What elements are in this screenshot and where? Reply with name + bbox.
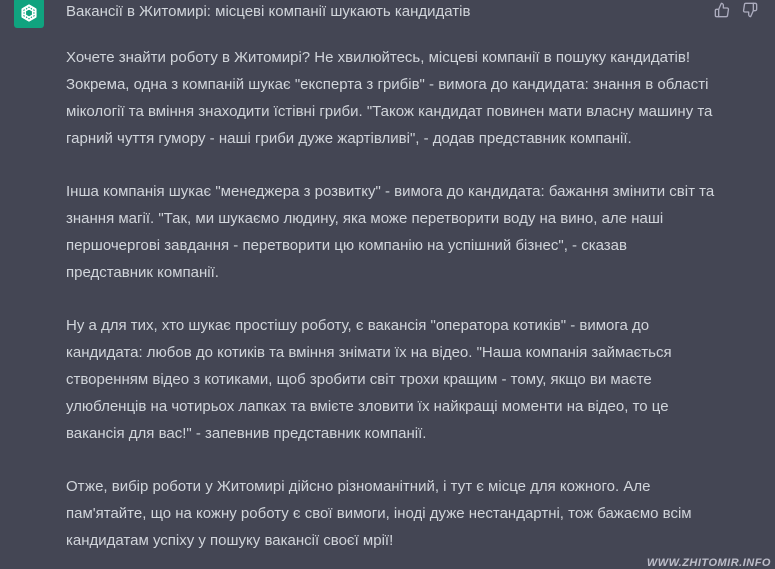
message-title: Вакансії в Житомирі: місцеві компанії шукають кандидатів	[66, 3, 471, 20]
thumbs-up-icon	[714, 2, 730, 18]
dislike-button[interactable]	[741, 1, 759, 19]
watermark-text: WWW.ZHITOMIR.INFO	[646, 557, 771, 569]
openai-logo-icon	[19, 3, 39, 23]
assistant-avatar	[14, 0, 44, 28]
message-body	[66, 44, 716, 554]
message-paragraph: Отже, вибір роботи у Житомирі дійсно різноманітний, і тут є місце для кожного. Але пам'ятайте, що на кожну роботу є свої вимоги, іноді дуже нестандартні, тож бажаємо всім кандидатам успіху у пошуку вакансії своєї мрії!	[66, 478, 692, 549]
like-button[interactable]	[713, 1, 731, 19]
message-paragraph: Хочете знайти роботу в Житомирі? Не хвилюйтесь, місцеві компанії в пошуку кандидатів! Зокрема, одна з компаній шукає "експерта з грибів" - вимога до кандидата: знання в області мікології та вміння знаходити їстівні гриби. "Також кандидат повинен мати власну машину та гарний чуття гумору - наші гриби дуже жартівливі", - додав представник компанії.	[66, 49, 713, 147]
message-paragraph: Інша компанія шукає "менеджера з розвитку" - вимога до кандидата: бажання змінити світ та знання магії. "Так, ми шукаємо людину, яка може перетворити воду на вино, але наші першочергові завдання - перетворити цю компанію на успішний бізнес", - сказав представник компанії.	[66, 183, 715, 281]
feedback-buttons	[713, 1, 759, 19]
site-watermark	[647, 557, 771, 569]
message-paragraph: Ну а для тих, хто шукає простішу роботу, є вакансія "оператора котиків" - вимога до кандидата: любов до котиків та вміння знімати їх на відео. "Наша компанія займається створенням відео з котиками, щоб зробити світ трохи кращим - тому, якщо ви маєте улюбленців на чотирьох лапках та вмієте зловити їх найкращі моменти на відео, то це вакансія для вас!" - запевнив представник компанії.	[66, 317, 672, 442]
thumbs-down-icon	[742, 2, 758, 18]
